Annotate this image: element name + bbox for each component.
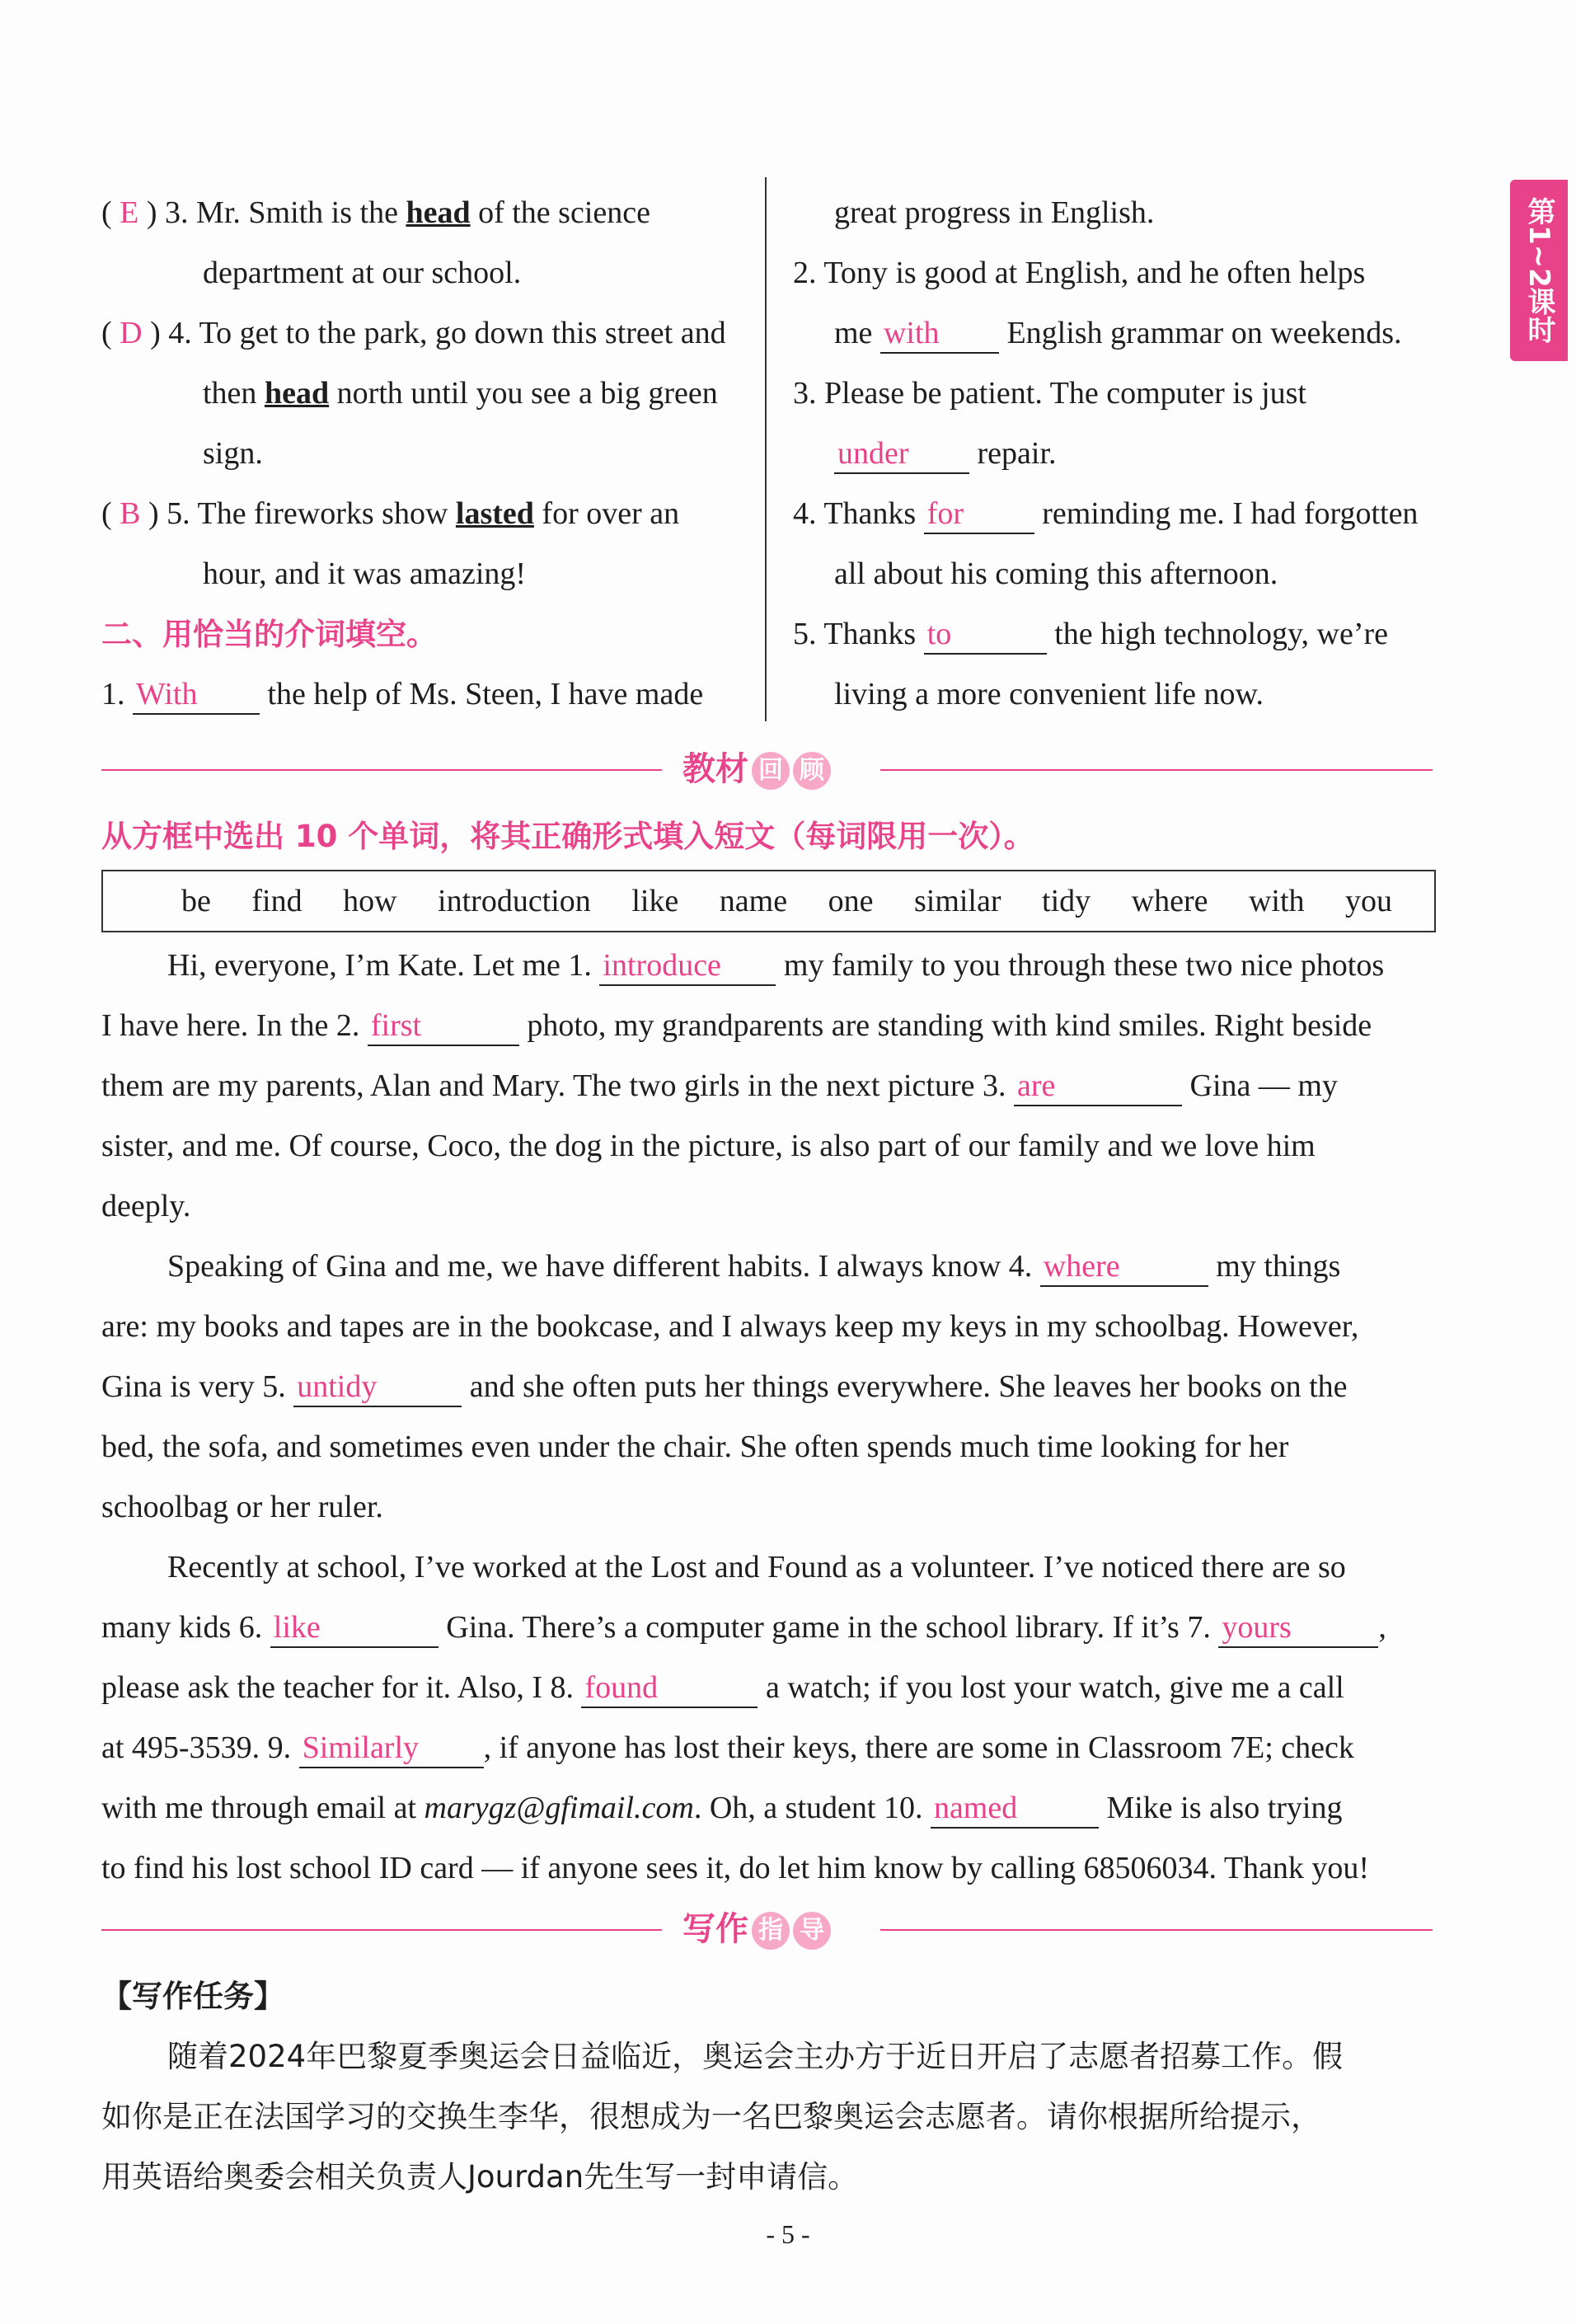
banner1-title: 教材 回 顾 — [682, 744, 831, 794]
q4-line1: ( D ) 4. To get to the park, go down this street and — [101, 316, 726, 350]
r-q5-answer: to — [924, 615, 1047, 655]
r-line1: great progress in English. — [834, 195, 1155, 230]
passage-line: are: my books and tapes are in the bookcase, and I always keep my keys in my schoolbag. However, — [101, 1309, 1359, 1344]
q3-line2: department at our school. — [203, 256, 522, 290]
s2-q1-answer: With — [133, 675, 260, 715]
q3-line1: ( E ) 3. Mr. Smith is the head of the science — [101, 195, 650, 230]
s2-q1: 1. With the help of Ms. Steen, I have made — [101, 664, 753, 725]
blank-5: untidy — [293, 1368, 462, 1407]
passage-line: Recently at school, I’ve worked at the Lost and Found as a volunteer. I’ve noticed there are so — [167, 1550, 1346, 1585]
passage-line: them are my parents, Alan and Mary. The two girls in the next picture 3. are Gina — my — [101, 1056, 1433, 1116]
passage-line: Gina is very 5. untidy and she often puts her things everywhere. She leaves her books on the — [101, 1357, 1433, 1417]
r-q3-line1: 3. Please be patient. The computer is just — [793, 376, 1306, 411]
banner2-rule-right — [880, 1929, 1433, 1931]
q5-line1: ( B ) 5. The fireworks show lasted for over an — [101, 496, 680, 531]
banner1-rule-left — [101, 769, 662, 771]
r-q5-line2: living a more convenient life now. — [834, 677, 1264, 711]
passage-line: bed, the sofa, and sometimes even under the chair. She often spends much time looking for her — [101, 1430, 1289, 1464]
q3-keyword: head — [406, 195, 471, 230]
banner2-rule-left — [101, 1929, 662, 1931]
r-q2-line2: me with English grammar on weekends. — [793, 303, 1444, 364]
word-box-item: tidy — [1042, 884, 1091, 918]
q4-line2: then head north until you see a big green — [203, 376, 718, 411]
blank-4: where — [1040, 1247, 1208, 1287]
passage-line: Speaking of Gina and me, we have different habits. I always know 4. where my things — [101, 1237, 1433, 1297]
r-q3-line2: under repair. — [793, 424, 1444, 484]
passage-line: schoolbag or her ruler. — [101, 1490, 383, 1524]
writing-task — [101, 1966, 1433, 2207]
passage-line: at 495-3539. 9. Similarly , if anyone has lost their keys, there are some in Classroom 7E; check — [101, 1718, 1433, 1778]
word-box-item: with — [1248, 884, 1305, 918]
r-q2-answer: with — [880, 314, 999, 354]
lesson-side-tab: 第1~2课时 — [1510, 180, 1568, 361]
left-column — [101, 183, 753, 725]
blank-2: first — [368, 1007, 519, 1046]
q3-answer: E — [120, 195, 139, 230]
passage-line: deeply. — [101, 1189, 191, 1223]
word-box-item: find — [251, 884, 303, 918]
word-box-item: you — [1345, 884, 1393, 918]
word-box-item: how — [343, 884, 397, 918]
blank-6: like — [270, 1608, 439, 1648]
r-q4-answer: for — [924, 495, 1034, 534]
r-q5-line1: 5. Thanks to the high technology, we’re — [793, 604, 1444, 664]
r-q2-line1: 2. Tony is good at English, and he often helps — [793, 256, 1366, 290]
cloze-passage — [101, 936, 1433, 1899]
email-address: marygz@gfimail.com — [424, 1791, 694, 1825]
page-number: - 5 - — [766, 2219, 810, 2249]
q5-answer: B — [120, 496, 141, 531]
word-box-item: like — [631, 884, 679, 918]
word-box — [101, 870, 1436, 932]
banner-textbook-review — [101, 744, 1433, 794]
passage-line: with me through email at marygz@gfimail.com. Oh, a student 10. named Mike is also trying — [101, 1778, 1433, 1838]
section2-title: 二、用恰当的介词填空。 — [101, 617, 437, 652]
r-q4-line1: 4. Thanks for reminding me. I had forgotten — [793, 484, 1444, 544]
banner1-badge-2: 顾 — [793, 752, 831, 790]
blank-3: are — [1014, 1067, 1182, 1106]
word-box-item: similar — [913, 884, 1001, 918]
word-box-item: introduction — [438, 884, 591, 918]
column-divider — [765, 177, 767, 721]
word-box-item: one — [828, 884, 874, 918]
blank-8: found — [581, 1669, 758, 1708]
writing-task-title: 【写作任务】 — [101, 1979, 284, 2014]
q5-line2: hour, and it was amazing! — [203, 556, 527, 591]
passage-line: sister, and me. Of course, Coco, the dog in the picture, is also part of our family and we love him — [101, 1129, 1316, 1163]
blank-10: named — [931, 1789, 1099, 1829]
r-q4-line2: all about his coming this afternoon. — [834, 556, 1278, 591]
q4-answer: D — [120, 316, 143, 350]
banner1-rule-right — [880, 769, 1433, 771]
passage-line: please ask the teacher for it. Also, I 8. found a watch; if you lost your watch, give me a call — [101, 1658, 1433, 1718]
passage-line: Hi, everyone, I’m Kate. Let me 1. introduce my family to you through these two nice photos — [101, 936, 1433, 996]
cloze-instruction: 从方框中选出 10 个单词，将其正确形式填入短文（每词限用一次）。 — [101, 819, 1034, 854]
blank-1: introduce — [599, 946, 776, 986]
writing-task-line: 随着2024年巴黎夏季奥运会日益临近，奥运会主办方于近日开启了志愿者招募工作。假 — [167, 2039, 1344, 2074]
blank-9: Similarly — [299, 1729, 484, 1768]
q4-line3: sign. — [203, 436, 263, 471]
r-q3-answer: under — [834, 434, 969, 474]
writing-task-line: 用英语给奥委会相关负责人Jourdan先生写一封申请信。 — [101, 2159, 859, 2195]
writing-task-line: 如你是正在法国学习的交换生李华，很想成为一名巴黎奥运会志愿者。请你根据所给提示， — [101, 2099, 1321, 2134]
right-column — [793, 183, 1444, 725]
banner2-badge-1: 指 — [752, 1912, 790, 1950]
banner2-title: 写作 指 导 — [682, 1904, 831, 1954]
q5-keyword: lasted — [455, 496, 534, 531]
word-box-item: name — [719, 884, 788, 918]
word-box-item: be — [181, 884, 211, 918]
passage-line: I have here. In the 2. first photo, my grandparents are standing with kind smiles. Right beside — [101, 996, 1433, 1056]
word-box-item: where — [1131, 884, 1208, 918]
banner2-badge-2: 导 — [793, 1912, 831, 1950]
blank-7: yours — [1218, 1608, 1378, 1648]
banner-writing-guide — [101, 1904, 1433, 1954]
q4-keyword: head — [264, 376, 330, 411]
banner1-badge-1: 回 — [752, 752, 790, 790]
passage-line: many kids 6. like Gina. There’s a computer game in the school library. If it’s 7. yours , — [101, 1598, 1433, 1658]
passage-line: to find his lost school ID card — if anyone sees it, do let him know by calling 68506034. Thank you! — [101, 1851, 1370, 1885]
